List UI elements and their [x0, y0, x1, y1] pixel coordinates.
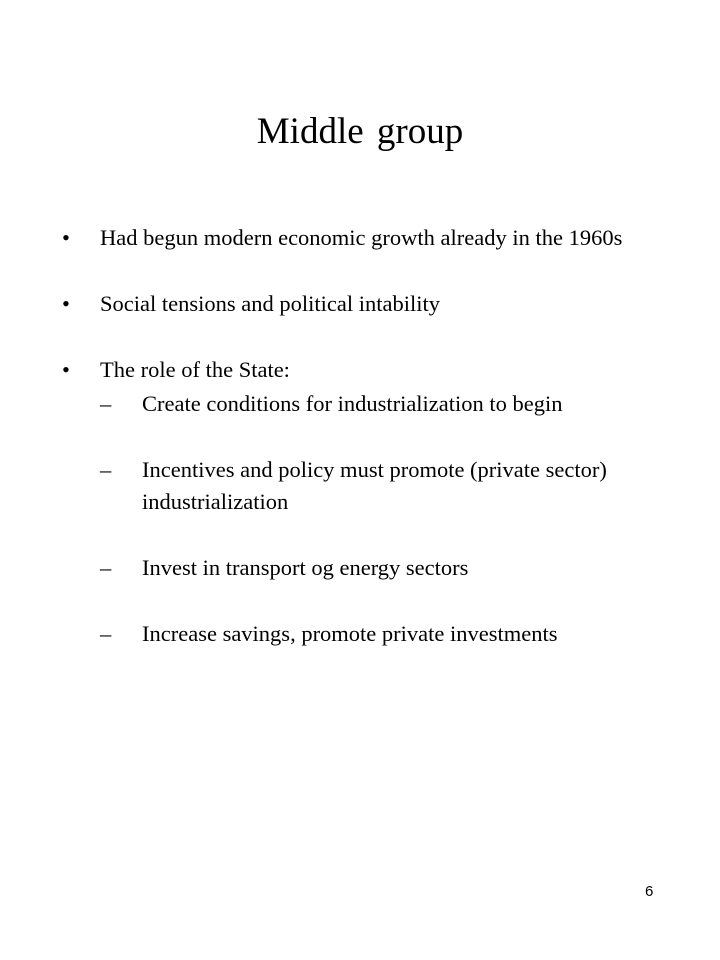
bullet-marker: •: [62, 225, 70, 250]
sub-bullet-item: [0, 388, 670, 420]
sub-bullet-list: [100, 388, 670, 650]
sub-bullet-item: [0, 552, 670, 584]
sub-bullet-item: [0, 618, 670, 650]
sub-bullet-text: Create conditions for industrialization to begin: [142, 391, 563, 416]
bullet-text: The role of the State:: [100, 357, 290, 382]
dash-marker: –: [100, 555, 112, 580]
slide-title: Middle group: [256, 111, 464, 152]
dash-marker: –: [100, 621, 112, 646]
bullet-marker: •: [62, 357, 70, 382]
sub-bullet-item: [0, 454, 670, 518]
sub-bullet-text: Invest in transport og energy sectors: [142, 555, 469, 580]
bullet-list: [0, 222, 720, 684]
sub-bullet-text: Increase savings, promote private investments: [142, 621, 558, 646]
bullet-text: Social tensions and political intability: [100, 291, 440, 316]
sub-bullet-text: Incentives and policy must promote (private sector) industrialization: [142, 457, 607, 514]
bullet-text: Had begun modern economic growth already in the 1960s: [100, 225, 623, 250]
dash-marker: –: [100, 457, 112, 482]
bullet-item: [0, 288, 720, 320]
bullet-marker: •: [62, 291, 70, 316]
bullet-item: [0, 222, 720, 254]
page-number: 6: [645, 883, 654, 900]
dash-marker: –: [100, 391, 112, 416]
bullet-item: [0, 354, 720, 650]
